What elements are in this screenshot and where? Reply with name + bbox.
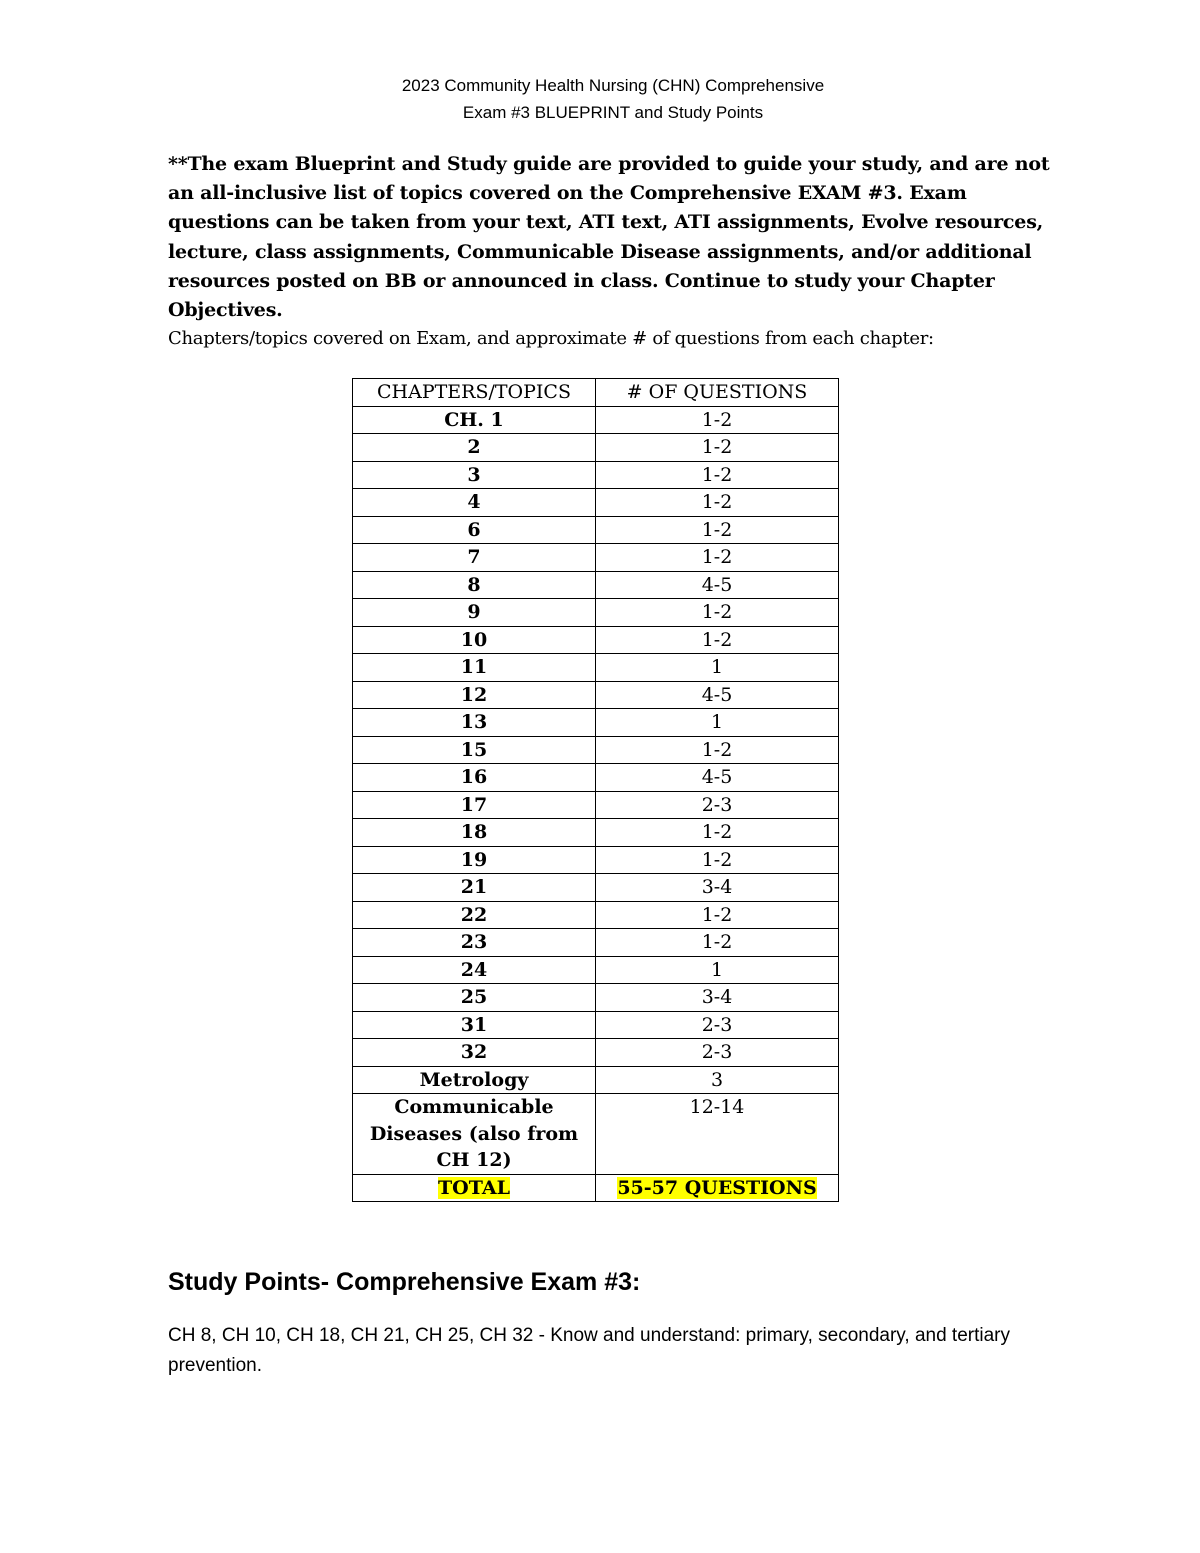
cell-chapter: 9 — [353, 599, 596, 627]
document-header — [0, 72, 1200, 126]
table-row — [353, 791, 839, 819]
cell-questions: 3-4 — [596, 984, 839, 1012]
table-row-communicable — [353, 1094, 839, 1175]
cell-questions: 4-5 — [596, 764, 839, 792]
total-label: TOTAL — [438, 1176, 510, 1199]
communicable-line-2: Diseases (also from — [369, 1122, 579, 1145]
table-row — [353, 956, 839, 984]
cell-questions: 4-5 — [596, 571, 839, 599]
table-row — [353, 654, 839, 682]
table-row-total — [353, 1174, 839, 1202]
header-line-1: 2023 Community Health Nursing (CHN) Comprehensive — [401, 76, 825, 95]
cell-chapter: 8 — [353, 571, 596, 599]
cell-chapter: Metrology — [353, 1066, 596, 1094]
cell-questions: 1-2 — [596, 434, 839, 462]
cell-questions: 1-2 — [596, 626, 839, 654]
table-body — [353, 406, 839, 1094]
table-row — [353, 901, 839, 929]
cell-questions: 3-4 — [596, 874, 839, 902]
cell-chapter — [353, 1094, 596, 1175]
cell-questions: 2-3 — [596, 1011, 839, 1039]
header-line-2: Exam #3 BLUEPRINT and Study Points — [462, 103, 764, 122]
cell-questions: 1 — [596, 654, 839, 682]
table-row — [353, 1039, 839, 1067]
cell-questions: 1 — [596, 709, 839, 737]
cell-chapter: 7 — [353, 544, 596, 572]
cell-chapter: 15 — [353, 736, 596, 764]
cell-questions: 3 — [596, 1066, 839, 1094]
blueprint-table — [352, 378, 839, 1202]
cell-questions: 1-2 — [596, 819, 839, 847]
cell-total-value — [596, 1174, 839, 1202]
cell-chapter: 16 — [353, 764, 596, 792]
table-row — [353, 874, 839, 902]
cell-chapter: 31 — [353, 1011, 596, 1039]
table-row — [353, 846, 839, 874]
total-value: 55-57 QUESTIONS — [617, 1176, 817, 1199]
table-row — [353, 599, 839, 627]
cell-chapter: 2 — [353, 434, 596, 462]
cell-chapter: 23 — [353, 929, 596, 957]
cell-chapter: 18 — [353, 819, 596, 847]
table-row — [353, 516, 839, 544]
communicable-line-3: CH 12) — [436, 1149, 512, 1171]
cell-chapter: 17 — [353, 791, 596, 819]
cell-questions: 1-2 — [596, 544, 839, 572]
table-row — [353, 544, 839, 572]
cell-chapter: 10 — [353, 626, 596, 654]
cell-questions: 12-14 — [596, 1094, 839, 1175]
cell-chapter: 22 — [353, 901, 596, 929]
cell-questions: 1-2 — [596, 461, 839, 489]
column-header-questions: # OF QUESTIONS — [596, 379, 839, 407]
cell-questions: 4-5 — [596, 681, 839, 709]
table-row — [353, 929, 839, 957]
cell-chapter: 11 — [353, 654, 596, 682]
cell-questions: 2-3 — [596, 791, 839, 819]
cell-questions: 1-2 — [596, 901, 839, 929]
table-row — [353, 709, 839, 737]
table-row — [353, 1011, 839, 1039]
communicable-line-1: Communicable — [394, 1096, 554, 1118]
cell-questions: 1-2 — [596, 406, 839, 434]
table-row — [353, 434, 839, 462]
cell-chapter: 25 — [353, 984, 596, 1012]
cell-chapter: CH. 1 — [353, 406, 596, 434]
cell-questions: 2-3 — [596, 1039, 839, 1067]
cell-chapter: 6 — [353, 516, 596, 544]
cell-chapter: 13 — [353, 709, 596, 737]
study-points-title: Study Points- Comprehensive Exam #3: — [168, 1268, 641, 1296]
intro-paragraph: **The exam Blueprint and Study guide are provided to guide your study, and are not an all-inclusive list of topics covered on the Comprehensive EXAM #3. Exam questions can be taken from your text, ATI text, ATI assignments, Evolve resources, lecture, class assignments, Communicable Disease assignments, and/or additional resources posted on BB or announced in class. Continue to study your Chapter Objectives. — [168, 153, 1050, 322]
cell-questions: 1-2 — [596, 489, 839, 517]
cell-total-label — [353, 1174, 596, 1202]
cell-questions: 1-2 — [596, 736, 839, 764]
chapters-intro-line: Chapters/topics covered on Exam, and approximate # of questions from each chapter: — [168, 328, 934, 349]
table-row — [353, 626, 839, 654]
table-row — [353, 461, 839, 489]
table-row — [353, 984, 839, 1012]
table-row — [353, 489, 839, 517]
table-header-row — [353, 379, 839, 407]
cell-chapter: 32 — [353, 1039, 596, 1067]
table-row — [353, 406, 839, 434]
cell-chapter: 21 — [353, 874, 596, 902]
column-header-chapters: CHAPTERS/TOPICS — [353, 379, 596, 407]
cell-questions: 1-2 — [596, 599, 839, 627]
cell-chapter: 4 — [353, 489, 596, 517]
cell-questions: 1-2 — [596, 929, 839, 957]
cell-chapter: 24 — [353, 956, 596, 984]
cell-chapter: 12 — [353, 681, 596, 709]
table-row — [353, 681, 839, 709]
table-row — [353, 764, 839, 792]
cell-questions: 1-2 — [596, 846, 839, 874]
table-row — [353, 571, 839, 599]
cell-questions: 1 — [596, 956, 839, 984]
cell-chapter: 19 — [353, 846, 596, 874]
table-row — [353, 736, 839, 764]
table-row — [353, 819, 839, 847]
study-points-text: CH 8, CH 10, CH 18, CH 21, CH 25, CH 32 - Know and understand: primary, secondary, and tertiary prevention. — [168, 1325, 1010, 1376]
cell-questions: 1-2 — [596, 516, 839, 544]
cell-chapter: 3 — [353, 461, 596, 489]
table-row — [353, 1066, 839, 1094]
